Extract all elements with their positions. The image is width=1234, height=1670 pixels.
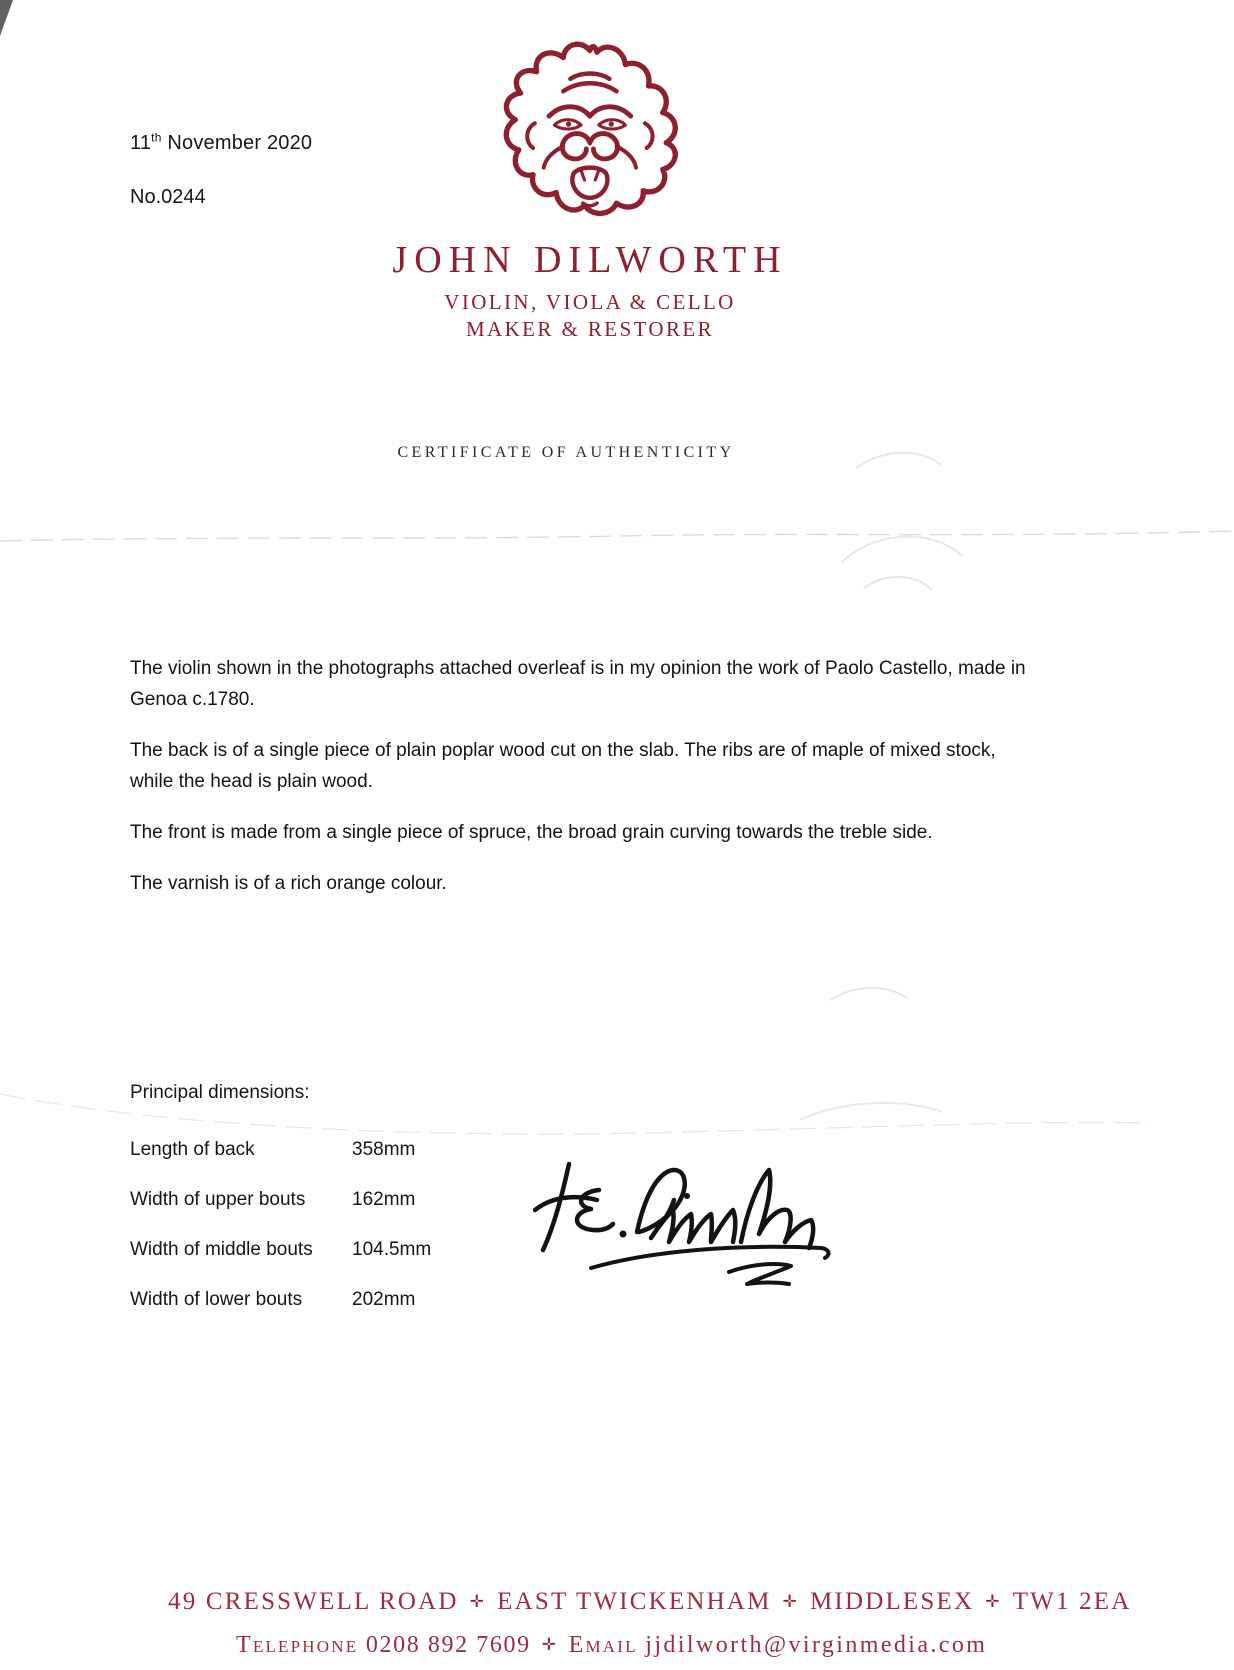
certificate-number: No.0244 bbox=[130, 186, 206, 208]
cross-separator-icon: ✛ bbox=[469, 1592, 487, 1611]
lion-head-crest-icon bbox=[494, 36, 684, 230]
body-paragraph: The back is of a single piece of plain poplar wood cut on the slab. The ribs are of maple of mixed stock, while the head is plain wood. bbox=[130, 740, 996, 792]
cross-separator-icon: ✛ bbox=[782, 1592, 799, 1611]
dimension-value: 202mm bbox=[352, 1289, 416, 1310]
body-paragraph: The varnish is of a rich orange colour. bbox=[130, 873, 447, 894]
table-row bbox=[130, 1238, 431, 1261]
date-ordinal: th bbox=[151, 130, 162, 145]
cross-separator-icon: ✛ bbox=[985, 1592, 1002, 1611]
corner-fold-mark bbox=[0, 0, 13, 36]
dimension-value: 104.5mm bbox=[352, 1239, 432, 1260]
dimension-label: Width of lower bouts bbox=[130, 1289, 303, 1310]
telephone-label: Telephone bbox=[236, 1632, 359, 1658]
address-town: EAST TWICKENHAM bbox=[497, 1588, 772, 1615]
maker-subtitle-instruments: VIOLIN, VIOLA & CELLO bbox=[444, 290, 736, 314]
maker-subtitle-trade: MAKER & RESTORER bbox=[465, 317, 715, 341]
email-address: jjdilworth@virginmedia.com bbox=[645, 1632, 988, 1658]
maker-name: JOHN DILWORTH bbox=[392, 239, 788, 281]
address-county: MIDDLESEX bbox=[810, 1588, 975, 1615]
handwritten-signature bbox=[533, 1146, 845, 1298]
date-rest: November 2020 bbox=[161, 132, 313, 154]
crease-line bbox=[0, 531, 1234, 541]
letter-date bbox=[130, 132, 312, 155]
date-day: 11 bbox=[130, 132, 152, 154]
address-postcode: TW1 2EA bbox=[1012, 1588, 1132, 1615]
cross-separator-icon: ✛ bbox=[541, 1635, 558, 1654]
body-paragraph: The violin shown in the photographs attached overleaf is in my opinion the work of Paolo Castello, made in Genoa c.1780. bbox=[130, 658, 1026, 710]
table-row bbox=[130, 1188, 431, 1211]
table-row bbox=[130, 1138, 431, 1161]
dimension-value: 358mm bbox=[352, 1139, 416, 1160]
telephone-number: 0208 892 7609 bbox=[365, 1632, 531, 1658]
document-title: CERTIFICATE OF AUTHENTICITY bbox=[397, 444, 735, 461]
email-label: Email bbox=[568, 1632, 638, 1658]
address-street: 49 CRESSWELL ROAD bbox=[168, 1588, 459, 1615]
dimensions-table bbox=[130, 1138, 431, 1338]
dimensions-heading: Principal dimensions: bbox=[130, 1082, 310, 1103]
body-paragraph: The front is made from a single piece of spruce, the broad grain curving towards the treble side. bbox=[130, 822, 933, 843]
footer-contact-line bbox=[236, 1632, 987, 1659]
dimension-value: 162mm bbox=[352, 1189, 416, 1210]
dimension-label: Width of middle bouts bbox=[130, 1239, 313, 1260]
footer-address-line bbox=[168, 1588, 1132, 1616]
certificate-body bbox=[130, 653, 1035, 919]
table-row bbox=[130, 1288, 431, 1311]
dimension-label: Length of back bbox=[130, 1139, 255, 1160]
dimension-label: Width of upper bouts bbox=[130, 1189, 306, 1210]
